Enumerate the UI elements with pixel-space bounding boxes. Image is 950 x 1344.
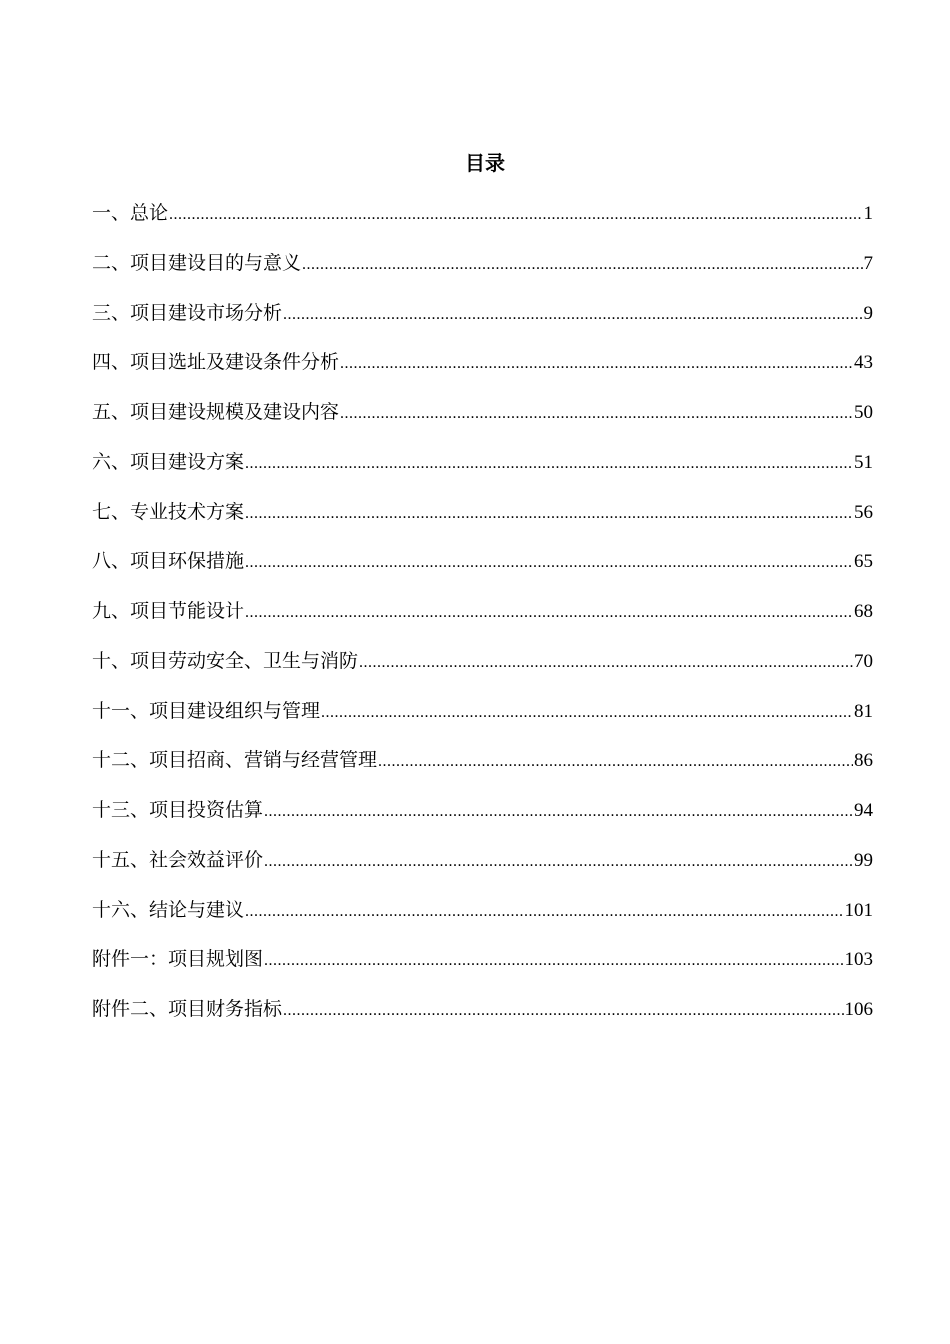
toc-entry[interactable]: [92, 994, 873, 1044]
toc-entry-label: 十三、项目投资估算: [92, 799, 264, 821]
toc-entry[interactable]: [92, 248, 873, 298]
toc-leader-dots: [264, 797, 853, 827]
toc-entry-label: 十、项目劳动安全、卫生与消防: [92, 649, 359, 672]
toc-entry[interactable]: [92, 745, 873, 795]
toc-entry[interactable]: [92, 895, 873, 945]
toc-leader-dots: [245, 897, 843, 927]
toc-entry[interactable]: [92, 845, 873, 895]
toc-leader-dots: [245, 449, 853, 479]
toc-entry-label: 三、项目建设市场分析: [92, 301, 283, 324]
toc-entry-page: 86: [854, 750, 873, 772]
toc-entry-page: 99: [854, 849, 873, 871]
toc-entry-page: 56: [854, 501, 873, 523]
toc-entry-page: 70: [854, 650, 873, 672]
toc-entry-page: 101: [844, 899, 873, 921]
toc-entry[interactable]: [92, 646, 873, 696]
toc-entry-page: 81: [854, 700, 873, 722]
toc-entry-page: 7: [863, 252, 873, 274]
toc-entry-page: 50: [854, 402, 873, 423]
toc-entry-page: 43: [854, 352, 873, 374]
toc-leader-dots: [245, 499, 853, 529]
toc-entry[interactable]: [92, 347, 873, 397]
toc-entry-label: 一、总论: [92, 202, 169, 224]
toc-entry-label: 七、专业技术方案: [92, 500, 245, 523]
toc-entry-label: 十五、社会效益评价: [92, 848, 264, 871]
toc-entry-label: 四、项目选址及建设条件分析: [92, 351, 340, 374]
toc-entry-label: 二、项目建设目的与意义: [92, 251, 302, 274]
toc-entry-label: 八、项目环保措施: [92, 550, 245, 573]
toc-leader-dots: [283, 300, 862, 330]
toc-leader-dots: [378, 747, 853, 777]
toc-entry-page: 103: [844, 949, 873, 971]
toc-leader-dots: [302, 250, 862, 280]
toc-entry-page: 51: [854, 451, 873, 473]
toc-title: 目录: [465, 151, 505, 175]
toc-entry[interactable]: [92, 795, 873, 845]
toc-entry-label: 六、项目建设方案: [92, 450, 245, 473]
toc-entry[interactable]: [92, 298, 873, 348]
toc-entry[interactable]: [92, 944, 873, 994]
toc-entry-page: 1: [863, 203, 873, 224]
toc-entry-label: 十一、项目建设组织与管理: [92, 699, 321, 722]
toc-entry-label: 附件一：项目规划图: [92, 948, 264, 971]
toc-leader-dots: [321, 698, 853, 728]
toc-entry-label: 附件二、项目财务指标: [92, 998, 283, 1020]
toc-entry-page: 106: [844, 999, 873, 1020]
toc-entry-label: 五、项目建设规模及建设内容: [92, 401, 340, 423]
toc-entry[interactable]: [92, 497, 873, 547]
toc-entry[interactable]: [92, 198, 873, 248]
toc-leader-dots: [264, 847, 853, 877]
toc-leader-dots: [245, 598, 853, 628]
toc-leader-dots: [359, 648, 853, 678]
toc-leader-dots: [283, 996, 843, 1026]
toc-entry[interactable]: [92, 397, 873, 447]
toc-leader-dots: [169, 200, 862, 230]
toc-leader-dots: [245, 548, 853, 578]
toc-leader-dots: [264, 946, 843, 976]
toc-list: [92, 198, 873, 1044]
toc-entry-page: 68: [854, 601, 873, 622]
toc-entry-page: 65: [854, 551, 873, 573]
toc-entry-page: 94: [854, 800, 873, 821]
toc-entry-page: 9: [863, 302, 873, 324]
toc-entry[interactable]: [92, 596, 873, 646]
toc-entry[interactable]: [92, 447, 873, 497]
toc-leader-dots: [340, 399, 853, 429]
toc-leader-dots: [340, 349, 853, 379]
toc-entry-label: 十二、项目招商、营销与经营管理: [92, 749, 378, 772]
toc-entry-label: 九、项目节能设计: [92, 600, 245, 622]
toc-entry-label: 十六、结论与建议: [92, 898, 245, 921]
toc-entry[interactable]: [92, 696, 873, 746]
toc-entry[interactable]: [92, 546, 873, 596]
